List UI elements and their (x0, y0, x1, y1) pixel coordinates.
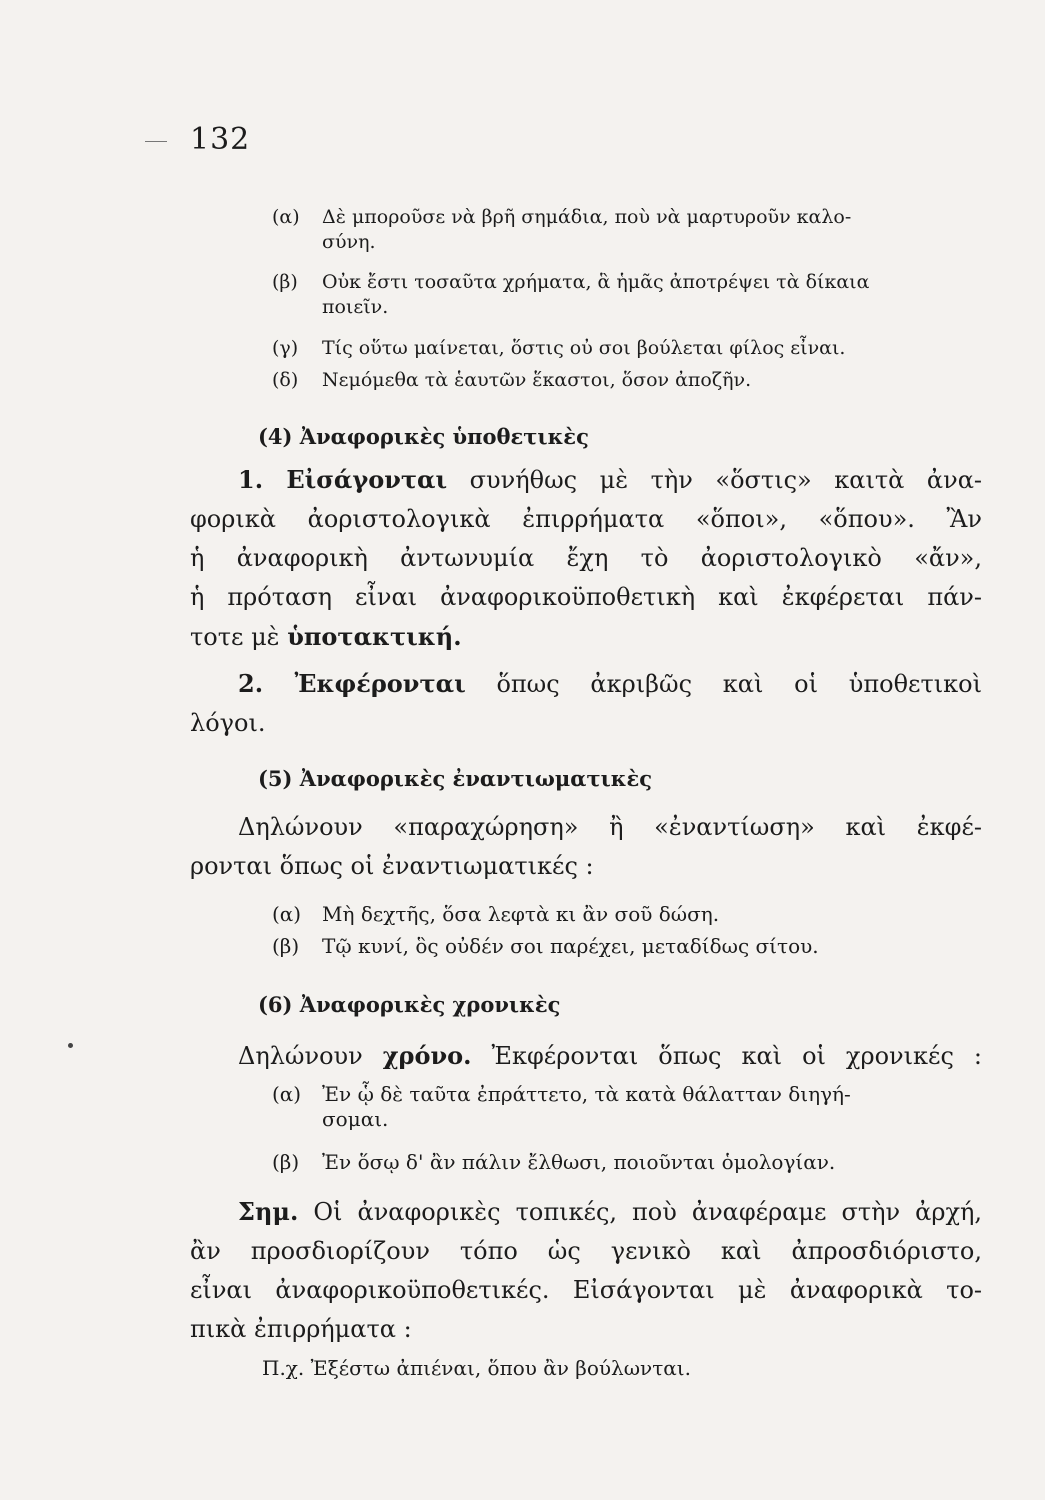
lead-term: 2. Ἐκφέρονται (238, 669, 466, 698)
paragraph-line: 2. Ἐκφέρονται ὅπως ἀκριβῶς καὶ οἱ ὑποθετικοὶ (238, 669, 982, 698)
paragraph-line: τοτε μὲ ὑποτακτική. (190, 622, 462, 651)
paragraph-line: Δηλώνουν «παραχώρηση» ἢ «ἐναντίωση» καὶ ἐκφέ- (238, 813, 982, 841)
item-text-cont: σομαι. (322, 1107, 389, 1131)
paragraph-line: Σημ. Οἱ ἀναφορικὲς τοπικές, ποὺ ἀναφέραμε στὴν ἀρχή, (238, 1197, 982, 1226)
emphasis: ὑποτακτική. (287, 622, 462, 651)
paragraph-line: πικὰ ἐπιρρήματα : (190, 1315, 412, 1343)
list-item (272, 368, 992, 393)
item-label: (α) (272, 1082, 302, 1106)
item-text-cont: σύνη. (322, 231, 376, 253)
margin-dot (68, 1043, 73, 1048)
list-item (272, 336, 992, 361)
list-item (272, 205, 992, 255)
paragraph-4 (190, 1036, 982, 1076)
paragraph-line: φορικὰ ἀοριστολογικὰ ἐπιρρήματα «ὅποι», «ὅπου». Ἂν (190, 505, 982, 533)
item-text: Μὴ δεχτῆς, ὅσα λεφτὰ κι ἂν σοῦ δώση. (322, 902, 720, 926)
paragraph-line: ρονται ὅπως οἱ ἐναντιωματικές : (190, 852, 594, 880)
item-label: (δ) (272, 369, 299, 391)
lead-term: 1. Εἰσάγονται (238, 465, 448, 494)
item-text-cont: ποιεῖν. (322, 296, 389, 318)
note-label: Σημ. (238, 1197, 299, 1226)
item-label: (β) (272, 271, 298, 293)
list-item (272, 934, 992, 959)
item-text: Νεμόμεθα τὰ ἑαυτῶν ἕκαστοι, ὅσον ἀποζῆν. (322, 369, 752, 391)
item-text: Ἐν ὅσῳ δ' ἂν πάλιν ἔλθωσι, ποιοῦνται ὁμολογίαν. (322, 1150, 836, 1174)
item-label: (β) (272, 1150, 300, 1174)
list-item (272, 1082, 992, 1132)
margin-mark (145, 141, 167, 142)
paragraph-line: 1. Εἰσάγονται συνήθως μὲ τὴν «ὅστις» καιτὰ ἀνα- (238, 465, 983, 494)
example-line: Π.χ. Ἐξέστω ἀπιέναι, ὅπου ἂν βούλωνται. (262, 1356, 691, 1380)
list-item (272, 1150, 992, 1175)
list-item (272, 902, 992, 927)
item-label: (α) (272, 206, 300, 228)
page-number: 132 (190, 122, 251, 157)
paragraph-1 (190, 460, 982, 657)
paragraph-line: Δηλώνουν χρόνο. Ἐκφέρονται ὅπως καὶ οἱ χρονικές : (238, 1041, 982, 1070)
section-heading-4: (4) Ἀναφορικὲς ὑποθετικὲς (258, 424, 589, 449)
paragraph-2 (190, 664, 982, 743)
list-item (272, 270, 992, 320)
item-label: (α) (272, 902, 302, 926)
paragraph-line: ἂν προσδιορίζουν τόπο ὡς γενικὸ καὶ ἀπροσδιόριστο, (190, 1237, 982, 1265)
paragraph-line: λόγοι. (190, 709, 266, 737)
item-text: Ἐν ᾧ δὲ ταῦτα ἐπράττετο, τὰ κατὰ θάλατταν διηγή- (322, 1082, 851, 1106)
item-text: Τίς οὕτω μαίνεται, ὅστις οὐ σοι βούλεται φίλος εἶναι. (322, 337, 846, 359)
section-heading-5: (5) Ἀναφορικὲς ἐναντιωματικὲς (258, 766, 653, 791)
note-paragraph (190, 1192, 982, 1349)
item-text: Οὐκ ἔστι τοσαῦτα χρήματα, ἃ ἡμᾶς ἀποτρέψει τὰ δίκαια (322, 271, 870, 293)
paragraph-3 (190, 808, 982, 886)
item-label: (β) (272, 934, 300, 958)
paragraph-line: ἡ ἀναφορικὴ ἀντωνυμία ἔχη τὸ ἀοριστολογικὸ «ἄν», (190, 544, 982, 572)
paragraph-line: εἶναι ἀναφορικοϋποθετικές. Εἰσάγονται μὲ ἀναφορικὰ το- (190, 1276, 982, 1304)
section-heading-6: (6) Ἀναφορικὲς χρονικὲς (258, 992, 561, 1017)
item-text: Τῷ κυνί, ὃς οὐδέν σοι παρέχει, μεταδίδως σίτου. (322, 934, 819, 958)
emphasis: χρόνο. (382, 1041, 472, 1070)
item-text: Δὲ μποροῦσε νὰ βρῆ σημάδια, ποὺ νὰ μαρτυροῦν καλο- (322, 206, 852, 228)
paragraph-line: ἡ πρόταση εἶναι ἀναφορικοϋποθετικὴ καὶ ἐκφέρεται πάν- (190, 583, 982, 611)
item-label: (γ) (272, 337, 299, 359)
